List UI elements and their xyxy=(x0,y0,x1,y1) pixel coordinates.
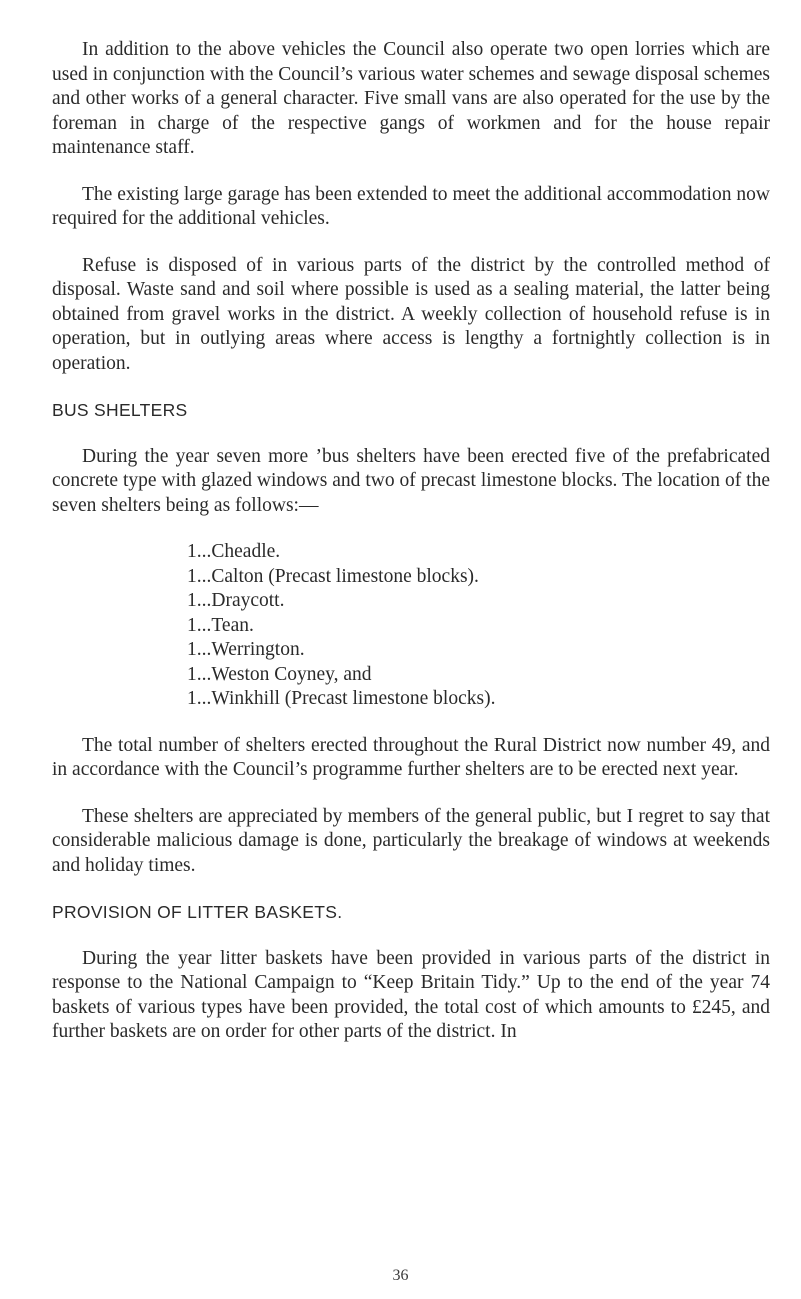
heading-bus-shelters: BUS SHELTERS xyxy=(52,400,188,420)
heading-litter-baskets: PROVISION OF LITTER BASKETS. xyxy=(52,902,343,922)
list-item: 1...Cheadle. xyxy=(187,541,281,562)
paragraph-vehicles: In addition to the above vehicles the Council also operate two open lorries which are used in conjunction with the Council’s various water schemes and sewage disposal schemes and other works of a general character. Five small vans are also operated for the use by the foreman in charge of the respective gangs of workmen and for the house repair maintenance staff. xyxy=(52,39,770,158)
paragraph-garage: The existing large garage has been extended to meet the additional accommodation now required for the additional vehicles. xyxy=(52,183,770,229)
paragraph-shelters-damage: These shelters are appreciated by members of the general public, but I regret to say that considerable malicious damage is done, particularly the breakage of windows at weekends and holiday times. xyxy=(52,805,770,876)
paragraph-shelters-total: The total number of shelters erected throughout the Rural District now number 49, and in accordance with the Council’s programme further shelters are to be erected next year. xyxy=(52,734,770,780)
document-page xyxy=(52,38,770,1067)
list-item: 1...Weston Coyney, and xyxy=(187,663,372,685)
paragraph-litter-baskets: During the year litter baskets have been provided in various parts of the district in response to the National Campaign to “Keep Britain Tidy.” Up to the end of the year 74 baskets of various types have been provided, the total cost of which amounts to £245, and further baskets are on order for other parts of the district. In xyxy=(52,947,770,1042)
paragraph-refuse: Refuse is disposed of in various parts of the district by the controlled method of disposal. Waste sand and soil where possible is used as a sealing material, the latter being obtained from gravel works in the district. A weekly collection of household refuse is in operation, but in outlying areas where access is lengthy a fortnightly collection is in operation. xyxy=(52,254,770,374)
page-number: 36 xyxy=(392,1267,409,1284)
list-item: 1...Calton (Precast limestone blocks). xyxy=(187,565,479,587)
list-item: 1...Tean. xyxy=(187,614,254,636)
shelter-locations-list xyxy=(52,540,770,712)
paragraph-bus-shelters-intro: During the year seven more ’bus shelters have been erected five of the prefabricated concrete type with glazed windows and two of precast limestone blocks. The location of the seven shelters being as follows:— xyxy=(52,445,770,516)
list-item: 1...Werrington. xyxy=(187,639,305,660)
list-item: 1...Draycott. xyxy=(187,590,285,611)
list-item: 1...Winkhill (Precast limestone blocks). xyxy=(187,688,496,709)
